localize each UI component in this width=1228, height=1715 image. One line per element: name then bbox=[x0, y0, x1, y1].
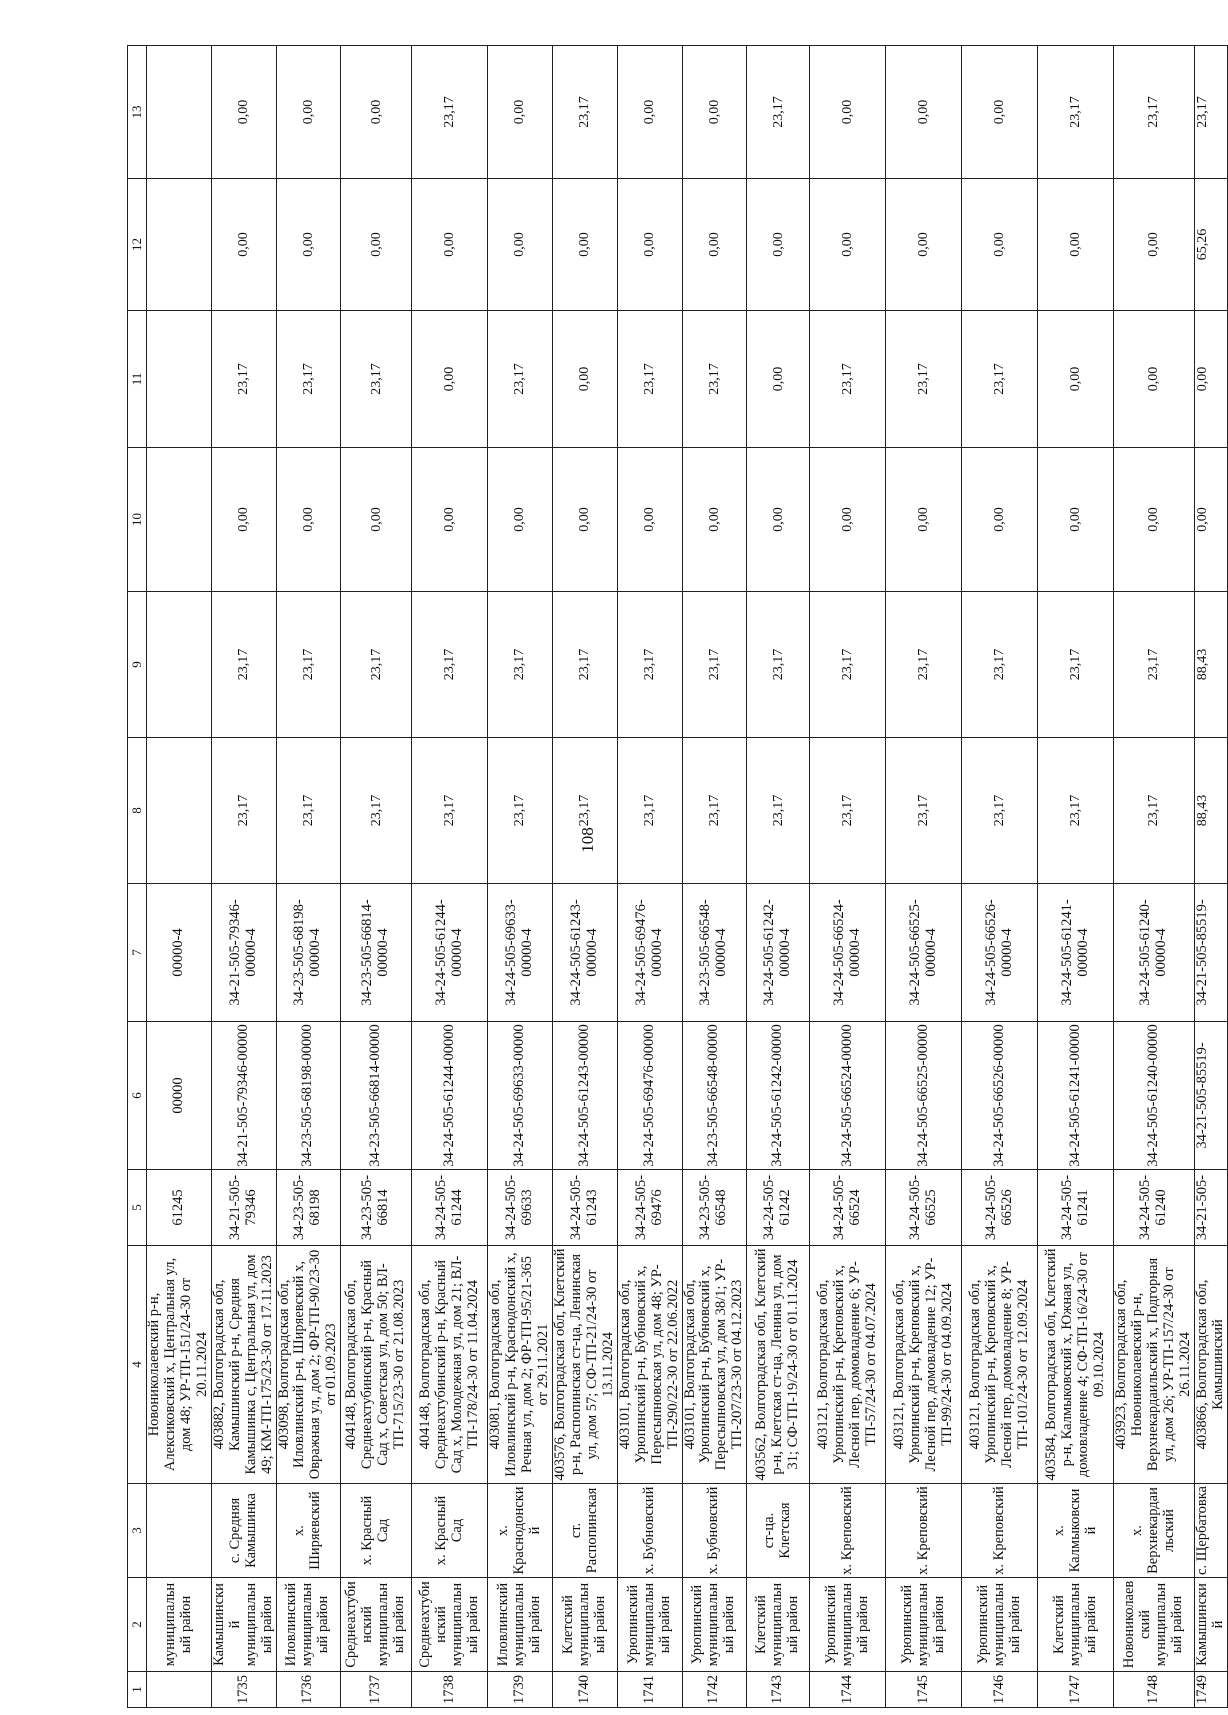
cell-value: 0,00 bbox=[747, 311, 810, 448]
cell-value: 0,00 bbox=[553, 448, 618, 592]
table-row bbox=[412, 46, 488, 1708]
cell-address: 403098, Волгоградская обл, Иловлинский р-н, Ширяевский х, Овражная ул, дом 2; ФР-ТП-90/23-30 от 01.09.2023 bbox=[276, 1246, 341, 1484]
cell-settlement: х. Креповский bbox=[810, 1484, 886, 1578]
cell-code: 34-23-505-66548 bbox=[682, 1170, 747, 1246]
cell-value: 23,17 bbox=[1114, 46, 1195, 179]
cell-value: 0,00 bbox=[747, 448, 810, 592]
cell-value: 0,00 bbox=[211, 448, 276, 592]
header-cell: 4 bbox=[128, 1246, 147, 1484]
cell-code: 34-24-505-69476 bbox=[617, 1170, 682, 1246]
cell-value: 0,00 bbox=[276, 46, 341, 179]
cell-value: 23,17 bbox=[962, 592, 1038, 738]
cell-value: 23,17 bbox=[682, 311, 747, 448]
cell-district: Иловлинский муниципальный район bbox=[488, 1578, 553, 1672]
table-row bbox=[211, 46, 276, 1708]
cell-value: 0,00 bbox=[1114, 311, 1195, 448]
cell-district: Урюпинский муниципальный район bbox=[682, 1578, 747, 1672]
cell-value: 0,00 bbox=[682, 179, 747, 311]
cell-code-full: 34-21-505-85519- bbox=[1194, 1022, 1227, 1170]
cell-code-full: 34-24-505-66525-00000 bbox=[886, 1022, 962, 1170]
cell-code: 34-24-505-66526 bbox=[962, 1170, 1038, 1246]
cell-code: 34-24-505-61240 bbox=[1114, 1170, 1195, 1246]
cell-code: 34-24-505-61243 bbox=[553, 1170, 618, 1246]
cell-code-ext: 34-24-505-69476-00000-4 bbox=[617, 884, 682, 1022]
cell-row-number: 1749 bbox=[1194, 1672, 1227, 1708]
cell-value: 23,17 bbox=[276, 738, 341, 884]
cell-value: 0,00 bbox=[886, 448, 962, 592]
table-row bbox=[341, 46, 412, 1708]
header-cell: 7 bbox=[128, 884, 147, 1022]
cell-value bbox=[147, 738, 212, 884]
cell-code-ext: 34-24-505-61240-00000-4 bbox=[1114, 884, 1195, 1022]
table-row bbox=[617, 46, 682, 1708]
cell-code: 34-24-505-69633 bbox=[488, 1170, 553, 1246]
cell-address: 403121, Волгоградская обл, Урюпинский р-н, Креповский х, Лесной пер, домовладение 8; УР-ТП-101/24-30 от 12.09.2024 bbox=[962, 1246, 1038, 1484]
cell-value: 0,00 bbox=[962, 46, 1038, 179]
tariff-table bbox=[127, 45, 1228, 1708]
cell-address: 403101, Волгоградская обл, Урюпинский р-н, Бубновский х, Пересыпновская ул, дом 48; УР-ТП-290/22-30 от 22.06.2022 bbox=[617, 1246, 682, 1484]
cell-value: 23,17 bbox=[488, 311, 553, 448]
cell-value: 23,17 bbox=[412, 46, 488, 179]
cell-code-ext: 34-24-505-61241-00000-4 bbox=[1038, 884, 1114, 1022]
cell-code-full: 34-23-505-66814-00000 bbox=[341, 1022, 412, 1170]
cell-settlement: х. Верхнекардаильский bbox=[1114, 1484, 1195, 1578]
cell-value: 88,43 bbox=[1194, 592, 1227, 738]
cell-code-full: 34-24-505-66524-00000 bbox=[810, 1022, 886, 1170]
cell-address: 403121, Волгоградская обл, Урюпинский р-н, Креповский х, Лесной пер, домовладение 12; УР-ТП-99/24-30 от 04.09.2024 bbox=[886, 1246, 962, 1484]
cell-value: 23,17 bbox=[276, 592, 341, 738]
table-row bbox=[1038, 46, 1114, 1708]
cell-value bbox=[147, 311, 212, 448]
cell-value: 23,17 bbox=[617, 592, 682, 738]
cell-value: 0,00 bbox=[1038, 311, 1114, 448]
cell-settlement: х. Креповский bbox=[962, 1484, 1038, 1578]
header-cell: 13 bbox=[128, 46, 147, 179]
cell-district: Урюпинский муниципальный район bbox=[962, 1578, 1038, 1672]
cell-value: 23,17 bbox=[1038, 738, 1114, 884]
cell-value bbox=[147, 46, 212, 179]
cell-value: 23,17 bbox=[962, 311, 1038, 448]
header-cell: 10 bbox=[128, 448, 147, 592]
cell-value: 0,00 bbox=[886, 46, 962, 179]
carryover-row bbox=[147, 46, 212, 1708]
cell-code-ext: 34-24-505-66526-00000-4 bbox=[962, 884, 1038, 1022]
cell-code-ext: 34-23-505-66548-00000-4 bbox=[682, 884, 747, 1022]
cell-code: 34-24-505-66524 bbox=[810, 1170, 886, 1246]
cell-value: 23,17 bbox=[553, 592, 618, 738]
cell-value: 65,26 bbox=[1194, 179, 1227, 311]
cell-value: 23,17 bbox=[1114, 738, 1195, 884]
header-cell: 3 bbox=[128, 1484, 147, 1578]
cell-settlement: х. Креповский bbox=[886, 1484, 962, 1578]
cell-district: Урюпинский муниципальный район bbox=[886, 1578, 962, 1672]
cell-value: 0,00 bbox=[553, 311, 618, 448]
cell-code-ext: 34-23-505-66814-00000-4 bbox=[341, 884, 412, 1022]
cell-value: 23,17 bbox=[341, 592, 412, 738]
cell-value: 23,17 bbox=[276, 311, 341, 448]
cell-value: 0,00 bbox=[810, 179, 886, 311]
cell-settlement: х. Калмыковский bbox=[1038, 1484, 1114, 1578]
cell-row-number: 1735 bbox=[211, 1672, 276, 1708]
header-cell: 1 bbox=[128, 1672, 147, 1708]
cell-value: 0,00 bbox=[617, 179, 682, 311]
cell-value: 23,17 bbox=[412, 592, 488, 738]
cell-value: 0,00 bbox=[553, 179, 618, 311]
cell-address: 403562, Волгоградская обл, Клетский р-н, Клетская ст-ца, Ленина ул, дом 31; СФ-ТП-19/24-30 от 01.11.2024 bbox=[747, 1246, 810, 1484]
cell-address: 403923, Волгоградская обл, Новониколаевский р-н, Верхнекардаильский х, Подгорная ул, дом 26; УР-ТП-157/24-30 от 26.11.2024 bbox=[1114, 1246, 1195, 1484]
cell-value: 0,00 bbox=[276, 448, 341, 592]
cell-address: 403121, Волгоградская обл, Урюпинский р-н, Креповский х, Лесной пер, домовладение 6; УР-ТП-57/24-30 от 04.07.2024 bbox=[810, 1246, 886, 1484]
table-row bbox=[682, 46, 747, 1708]
cell-value: 23,17 bbox=[1194, 46, 1227, 179]
cell-address: 404148, Волгоградская обл, Среднеахтубинский р-н, Красный Сад х, Молодежная ул, дом 21; ВЛ-ТП-178/24-30 от 11.04.2024 bbox=[412, 1246, 488, 1484]
cell-code: 34-21-505-79346 bbox=[211, 1170, 276, 1246]
cell-value: 0,00 bbox=[810, 448, 886, 592]
cell-code-ext: 34-24-505-61242-00000-4 bbox=[747, 884, 810, 1022]
cell-value: 23,17 bbox=[341, 311, 412, 448]
cell-code-full: 34-24-505-66526-00000 bbox=[962, 1022, 1038, 1170]
cell-value: 23,17 bbox=[412, 738, 488, 884]
cell-value: 0,00 bbox=[488, 448, 553, 592]
cell-value: 23,17 bbox=[886, 311, 962, 448]
cell-value: 0,00 bbox=[682, 448, 747, 592]
cell-value: 0,00 bbox=[341, 448, 412, 592]
cell-value: 0,00 bbox=[341, 179, 412, 311]
cell-code-full: 34-24-505-61240-00000 bbox=[1114, 1022, 1195, 1170]
cell-row-number: 1746 bbox=[962, 1672, 1038, 1708]
cell-value: 23,17 bbox=[810, 311, 886, 448]
cell-value: 0,00 bbox=[1038, 448, 1114, 592]
cell-value: 0,00 bbox=[617, 46, 682, 179]
cell-code-ext: 00000-4 bbox=[147, 884, 212, 1022]
cell-row-number: 1738 bbox=[412, 1672, 488, 1708]
table-row bbox=[810, 46, 886, 1708]
header-cell: 8 bbox=[128, 738, 147, 884]
cell-value: 0,00 bbox=[412, 311, 488, 448]
table-row bbox=[553, 46, 618, 1708]
cell-address: 403101, Волгоградская обл, Урюпинский р-н, Бубновский х, Пересыпновская ул, дом 38/1; УР-ТП-207/23-30 от 04.12.2023 bbox=[682, 1246, 747, 1484]
cell-code-ext: 34-24-505-66524-00000-4 bbox=[810, 884, 886, 1022]
cell-row-number: 1745 bbox=[886, 1672, 962, 1708]
cell-district: Урюпинский муниципальный район bbox=[810, 1578, 886, 1672]
cell-value: 0,00 bbox=[211, 46, 276, 179]
table-row bbox=[276, 46, 341, 1708]
cell-code: 34-23-505-68198 bbox=[276, 1170, 341, 1246]
cell-address: 403584, Волгоградская обл, Клетский р-н, Калмыковский х, Южная ул, домовладение 4; СФ-ТП-16/24-30 от 09.10.2024 bbox=[1038, 1246, 1114, 1484]
cell-settlement: х. Краснодонский bbox=[488, 1484, 553, 1578]
cell-code: 34-24-505-61244 bbox=[412, 1170, 488, 1246]
cell-value: 23,17 bbox=[211, 738, 276, 884]
cell-address: Новониколаевский р-н, Алексиковский х, Центральная ул, дом 48; УР-ТП-151/24-30 от 20.11.2024 bbox=[147, 1246, 212, 1484]
cell-code-ext: 34-23-505-68198-00000-4 bbox=[276, 884, 341, 1022]
cell-value: 23,17 bbox=[747, 592, 810, 738]
cell-row-number: 1739 bbox=[488, 1672, 553, 1708]
cell-address: 403081, Волгоградская обл, Иловлинский р-н, Краснодонский х, Речная ул, дом 2; ФР-ТП-95/21-365 от 29.11.2021 bbox=[488, 1246, 553, 1484]
cell-district: Камышинский муниципальный район bbox=[211, 1578, 276, 1672]
cell-value: 0,00 bbox=[412, 179, 488, 311]
cell-code-ext: 34-24-505-61243-00000-4 bbox=[553, 884, 618, 1022]
cell-value bbox=[147, 179, 212, 311]
cell-value: 0,00 bbox=[962, 179, 1038, 311]
cell-value: 23,17 bbox=[488, 738, 553, 884]
cell-district: Иловлинский муниципальный район bbox=[276, 1578, 341, 1672]
cell-district: Клетский муниципальный район bbox=[1038, 1578, 1114, 1672]
header-cell: 11 bbox=[128, 311, 147, 448]
cell-code: 61245 bbox=[147, 1170, 212, 1246]
cell-value: 0,00 bbox=[682, 46, 747, 179]
cell-value: 23,17 bbox=[617, 738, 682, 884]
cell-value: 0,00 bbox=[488, 46, 553, 179]
cell-value: 0,00 bbox=[488, 179, 553, 311]
cell-value: 23,17 bbox=[211, 592, 276, 738]
cell-value: 23,17 bbox=[1114, 592, 1195, 738]
cell-settlement: ст-ца. Клетская bbox=[747, 1484, 810, 1578]
cell-settlement: х. Красный Сад bbox=[341, 1484, 412, 1578]
cell-district: Среднеахтубинский муниципальный район bbox=[341, 1578, 412, 1672]
cell-row-number: 1737 bbox=[341, 1672, 412, 1708]
cell-district: Камышинский bbox=[1194, 1578, 1227, 1672]
cell-value: 0,00 bbox=[412, 448, 488, 592]
cell-row-number: 1744 bbox=[810, 1672, 886, 1708]
table-row bbox=[1114, 46, 1195, 1708]
cell-value: 0,00 bbox=[276, 179, 341, 311]
cell-value: 0,00 bbox=[886, 179, 962, 311]
cell-value bbox=[147, 448, 212, 592]
cell-code-full: 34-23-505-66548-00000 bbox=[682, 1022, 747, 1170]
cell-value: 0,00 bbox=[1194, 311, 1227, 448]
cell-code: 34-23-505-66814 bbox=[341, 1170, 412, 1246]
page-number: 108 bbox=[578, 827, 597, 853]
cell-settlement: ст. Распопинская bbox=[553, 1484, 618, 1578]
cell-settlement: х. Ширяевский bbox=[276, 1484, 341, 1578]
cell-value: 0,00 bbox=[1038, 179, 1114, 311]
cell-settlement: с. Средняя Камышинка bbox=[211, 1484, 276, 1578]
cell-row-number: 1743 bbox=[747, 1672, 810, 1708]
cell-value: 0,00 bbox=[211, 179, 276, 311]
cell-district: Урюпинский муниципальный район bbox=[617, 1578, 682, 1672]
cell-district: Среднеахтубинский муниципальный район bbox=[412, 1578, 488, 1672]
cell-value: 23,17 bbox=[886, 738, 962, 884]
cell-code-full: 34-24-505-61244-00000 bbox=[412, 1022, 488, 1170]
table-row bbox=[747, 46, 810, 1708]
cell-row-number: 1741 bbox=[617, 1672, 682, 1708]
cell-code-ext: 34-24-505-61244-00000-4 bbox=[412, 884, 488, 1022]
cell-settlement bbox=[147, 1484, 212, 1578]
header-cell: 5 bbox=[128, 1170, 147, 1246]
rotated-table-wrapper bbox=[127, 46, 1226, 1708]
table-body bbox=[128, 46, 1228, 1708]
cell-value: 23,17 bbox=[211, 311, 276, 448]
cell-value: 23,17 bbox=[810, 738, 886, 884]
cell-settlement: х. Красный Сад bbox=[412, 1484, 488, 1578]
cell-code-ext: 34-24-505-66525-00000-4 bbox=[886, 884, 962, 1022]
cell-value bbox=[147, 592, 212, 738]
cell-value: 0,00 bbox=[1194, 448, 1227, 592]
cell-code-full: 00000 bbox=[147, 1022, 212, 1170]
table-row bbox=[886, 46, 962, 1708]
cell-value: 23,17 bbox=[488, 592, 553, 738]
cell-value: 23,17 bbox=[682, 738, 747, 884]
cell-value: 0,00 bbox=[747, 179, 810, 311]
cell-code-ext: 34-21-505-79346-00000-4 bbox=[211, 884, 276, 1022]
cell-code: 34-24-505-61242 bbox=[747, 1170, 810, 1246]
cell-value: 23,17 bbox=[682, 592, 747, 738]
cell-code-full: 34-23-505-68198-00000 bbox=[276, 1022, 341, 1170]
partial-last-row bbox=[1194, 46, 1227, 1708]
cell-row-number: 1736 bbox=[276, 1672, 341, 1708]
cell-code-ext: 34-21-505-85519- bbox=[1194, 884, 1227, 1022]
header-row bbox=[128, 46, 147, 1708]
table-row bbox=[488, 46, 553, 1708]
cell-row-number: 1742 bbox=[682, 1672, 747, 1708]
cell-value: 23,17 bbox=[553, 46, 618, 179]
cell-address: 403866, Волгоградская обл, Камышинский bbox=[1194, 1246, 1227, 1484]
cell-value: 23,17 bbox=[962, 738, 1038, 884]
cell-value: 23,17 bbox=[747, 46, 810, 179]
cell-settlement: х. Бубновский bbox=[682, 1484, 747, 1578]
cell-value: 0,00 bbox=[810, 46, 886, 179]
cell-district: Клетский муниципальный район bbox=[553, 1578, 618, 1672]
cell-value: 23,17 bbox=[341, 738, 412, 884]
cell-address: 403576, Волгоградская обл, Клетский р-н, Распопинская ст-ца, Ленинская ул, дом 57; СФ-ТП-21/24-30 от 13.11.2024 bbox=[553, 1246, 618, 1484]
cell-value: 23,17 bbox=[810, 592, 886, 738]
cell-code-full: 34-21-505-79346-00000 bbox=[211, 1022, 276, 1170]
cell-district: Клетский муниципальный район bbox=[747, 1578, 810, 1672]
cell-row-number: 1748 bbox=[1114, 1672, 1195, 1708]
cell-row-number: 1740 bbox=[553, 1672, 618, 1708]
cell-code: 34-21-505- bbox=[1194, 1170, 1227, 1246]
header-cell: 2 bbox=[128, 1578, 147, 1672]
cell-code-full: 34-24-505-61242-00000 bbox=[747, 1022, 810, 1170]
cell-value: 88,43 bbox=[1194, 738, 1227, 884]
cell-value: 0,00 bbox=[962, 448, 1038, 592]
cell-value: 0,00 bbox=[1114, 448, 1195, 592]
cell-value: 0,00 bbox=[341, 46, 412, 179]
cell-value: 23,17 bbox=[617, 311, 682, 448]
cell-value: 0,00 bbox=[1114, 179, 1195, 311]
cell-code-full: 34-24-505-61241-00000 bbox=[1038, 1022, 1114, 1170]
cell-settlement: х. Бубновский bbox=[617, 1484, 682, 1578]
header-cell: 12 bbox=[128, 179, 147, 311]
header-cell: 6 bbox=[128, 1022, 147, 1170]
cell-value: 23,17 bbox=[747, 738, 810, 884]
cell-value: 23,17 bbox=[886, 592, 962, 738]
cell-code-ext: 34-24-505-69633-00000-4 bbox=[488, 884, 553, 1022]
cell-code-full: 34-24-505-61243-00000 bbox=[553, 1022, 618, 1170]
cell-row-number: 1747 bbox=[1038, 1672, 1114, 1708]
cell-row-number bbox=[147, 1672, 212, 1708]
cell-code-full: 34-24-505-69633-00000 bbox=[488, 1022, 553, 1170]
cell-value: 23,17 bbox=[1038, 592, 1114, 738]
cell-address: 404148, Волгоградская обл, Среднеахтубинский р-н, Красный Сад х, Советская ул, дом 50; ВЛ-ТП-715/23-30 от 21.08.2023 bbox=[341, 1246, 412, 1484]
table-row bbox=[962, 46, 1038, 1708]
header-cell: 9 bbox=[128, 592, 147, 738]
cell-value: 23,17 bbox=[553, 738, 618, 884]
cell-district: Новониколаевский муниципальный район bbox=[1114, 1578, 1195, 1672]
cell-code: 34-24-505-66525 bbox=[886, 1170, 962, 1246]
cell-district: муниципальный район bbox=[147, 1578, 212, 1672]
cell-address: 403882, Волгоградская обл, Камышинский р-н, Средняя Камышинка с, Центральная ул, дом 49; КМ-ТП-175/23-30 от 17.11.2023 bbox=[211, 1246, 276, 1484]
cell-settlement: с. Щербатовка bbox=[1194, 1484, 1227, 1578]
cell-code: 34-24-505-61241 bbox=[1038, 1170, 1114, 1246]
cell-value: 23,17 bbox=[1038, 46, 1114, 179]
cell-code-full: 34-24-505-69476-00000 bbox=[617, 1022, 682, 1170]
cell-value: 0,00 bbox=[617, 448, 682, 592]
